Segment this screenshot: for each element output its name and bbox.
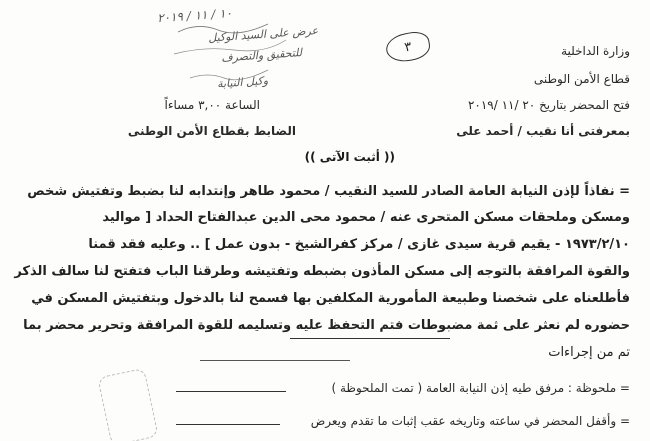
page-number-stamp: ٣ — [384, 29, 432, 64]
body-line-1: = نفاذاً لإذن النيابة العامة الصادر للسيد النقيب / محمود طاهر وإنتدابه لنا بضبط وتفتيش شخص — [27, 184, 630, 199]
handwritten-line-2: للتحقيق والتصرف — [220, 46, 303, 65]
ministry-name: وزارة الداخلية — [561, 44, 630, 58]
section-heading: (( أثبت الآتى )) — [304, 150, 395, 164]
sector-name: قطاع الأمن الوطنى — [533, 72, 630, 86]
handwriting-strokes — [170, 14, 290, 96]
body-line-3: ١٩٧٣/٢/١٠ - يقيم قرية سيدى غازى / مركز كفرالشيخ - بدون عمل ] .. وعليه فقد قمنا — [88, 237, 630, 252]
body-line-5: فأطلعناه على شخصنا وطبيعة المأمورية المكلفين بها فسمح لنا بالدخول وبتفتيش المسكن في — [31, 291, 630, 306]
faint-stamp-mark — [97, 368, 159, 441]
note-dash-line — [176, 391, 286, 392]
closing-line: = وأقفل المحضر في ساعته وتاريخه عقب إثبات ما تقدم ويعرض — [310, 414, 630, 428]
handwritten-signature: وكيل النيابة — [216, 74, 269, 91]
body-line-2: ومسكن وملحقات مسكن المتحرى عنه / محمود محى الدين عبدالفتاح الحداد [ مواليد — [102, 210, 630, 225]
underline-stroke — [290, 338, 450, 339]
underline-stroke — [200, 360, 350, 361]
body-line-6: حضوره لم نعثر على ثمة مضبوطات فتم التحفظ عليه وتسليمه للقوة المرافقة وتحرير محضر بما — [23, 318, 630, 333]
handwritten-date: ١٠ / ١١ / ٢٠١٩ — [156, 6, 233, 26]
report-time: الساعة ٣,٠٠ مساءاً — [164, 98, 260, 112]
officer-name: بمعرفتى أنا نقيب / أحمد على — [456, 124, 630, 138]
body-line-4: والقوة المرافقة بالتوجه إلى مسكن المأذون بضبطه وتفتيشه وطرقنا الباب فتفتح لنا سالف الذكر — [14, 264, 630, 279]
body-line-7: تم من إجراءات — [548, 345, 630, 360]
report-open-date: فتح المحضر بتاريخ ٢٠ /١١ /٢٠١٩ — [467, 98, 630, 112]
officer-title: الضابط بقطاع الأمن الوطنى — [127, 124, 296, 138]
handwritten-line-1: عرض على السيد الوكيل — [207, 24, 319, 45]
note-line: = ملحوظة : مرفق طيه إذن النيابة العامة ( تمت الملحوظة ) — [331, 381, 630, 395]
closing-dash-line — [176, 424, 280, 425]
